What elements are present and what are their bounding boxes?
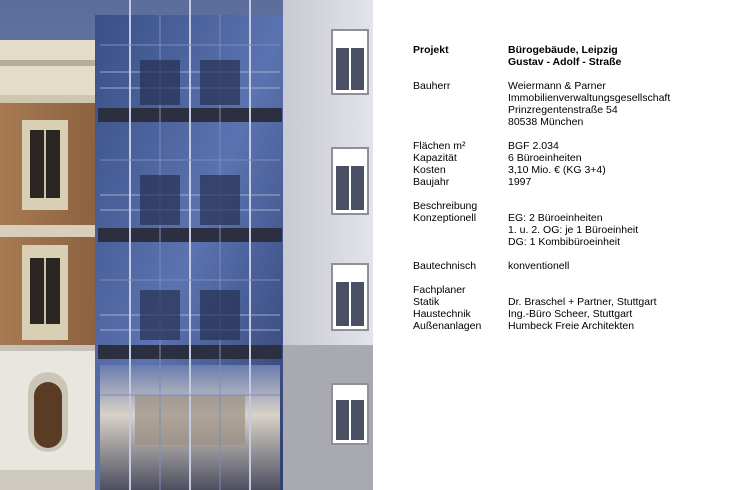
bauherr-street: Prinzregentenstraße 54 [508, 104, 618, 116]
aussenanlagen-label: Außenanlagen [413, 320, 482, 332]
konzeptionell-label: Konzeptionell [413, 212, 477, 224]
bauherr-row [413, 80, 733, 92]
bautechnisch-row [413, 260, 733, 272]
haustechnik-value: Ing.-Büro Scheer, Stuttgart [508, 308, 633, 320]
kapazitaet-label: Kapazität [413, 152, 457, 164]
projekt-street: Gustav - Adolf - Straße [508, 56, 622, 68]
baujahr-label: Baujahr [413, 176, 450, 188]
fachplaner-label: Fachplaner [413, 284, 466, 296]
konzeptionell-row [413, 212, 733, 224]
flaechen-value: BGF 2.034 [508, 140, 559, 152]
kosten-row [413, 164, 733, 176]
flaechen-label: Flächen m² [413, 140, 466, 152]
baujahr-row [413, 176, 733, 188]
fachplaner-row [413, 284, 733, 296]
projekt-row-2 [413, 56, 733, 68]
bautechnisch-value: konventionell [508, 260, 570, 272]
kapazitaet-row [413, 152, 733, 164]
haustechnik-row [413, 308, 733, 320]
aussenanlagen-row [413, 320, 733, 332]
bauherr-company: Immobilienverwaltungsgesellschaft [508, 92, 671, 104]
bauherr-label: Bauherr [413, 80, 451, 92]
projekt-title: Bürogebäude, Leipzig [508, 44, 618, 56]
statik-value: Dr. Braschel + Partner, Stuttgart [508, 296, 657, 308]
beschreibung-row [413, 200, 733, 212]
project-info [413, 44, 733, 332]
projekt-label: Projekt [413, 44, 449, 56]
konzeptionell-og: 1. u. 2. OG: je 1 Büroeinheit [508, 224, 639, 236]
bautechnisch-label: Bautechnisch [413, 260, 477, 272]
baujahr-value: 1997 [508, 176, 532, 188]
kosten-value: 3,10 Mio. € (KG 3+4) [508, 164, 606, 176]
kosten-label: Kosten [413, 164, 446, 176]
konzeptionell-dg: DG: 1 Kombibüroeinheit [508, 236, 621, 248]
haustechnik-label: Haustechnik [413, 308, 471, 320]
projekt-row [413, 44, 733, 56]
bauherr-name: Weiermann & Parner [508, 80, 606, 92]
aussenanlagen-value: Humbeck Freie Architekten [508, 320, 635, 332]
konzeptionell-eg: EG: 2 Büroeinheiten [508, 212, 603, 224]
statik-label: Statik [413, 296, 440, 308]
beschreibung-label: Beschreibung [413, 200, 478, 212]
statik-row [413, 296, 733, 308]
kapazitaet-value: 6 Büroeinheiten [508, 152, 582, 164]
bauherr-city: 80538 München [508, 116, 584, 128]
flaechen-row [413, 140, 733, 152]
